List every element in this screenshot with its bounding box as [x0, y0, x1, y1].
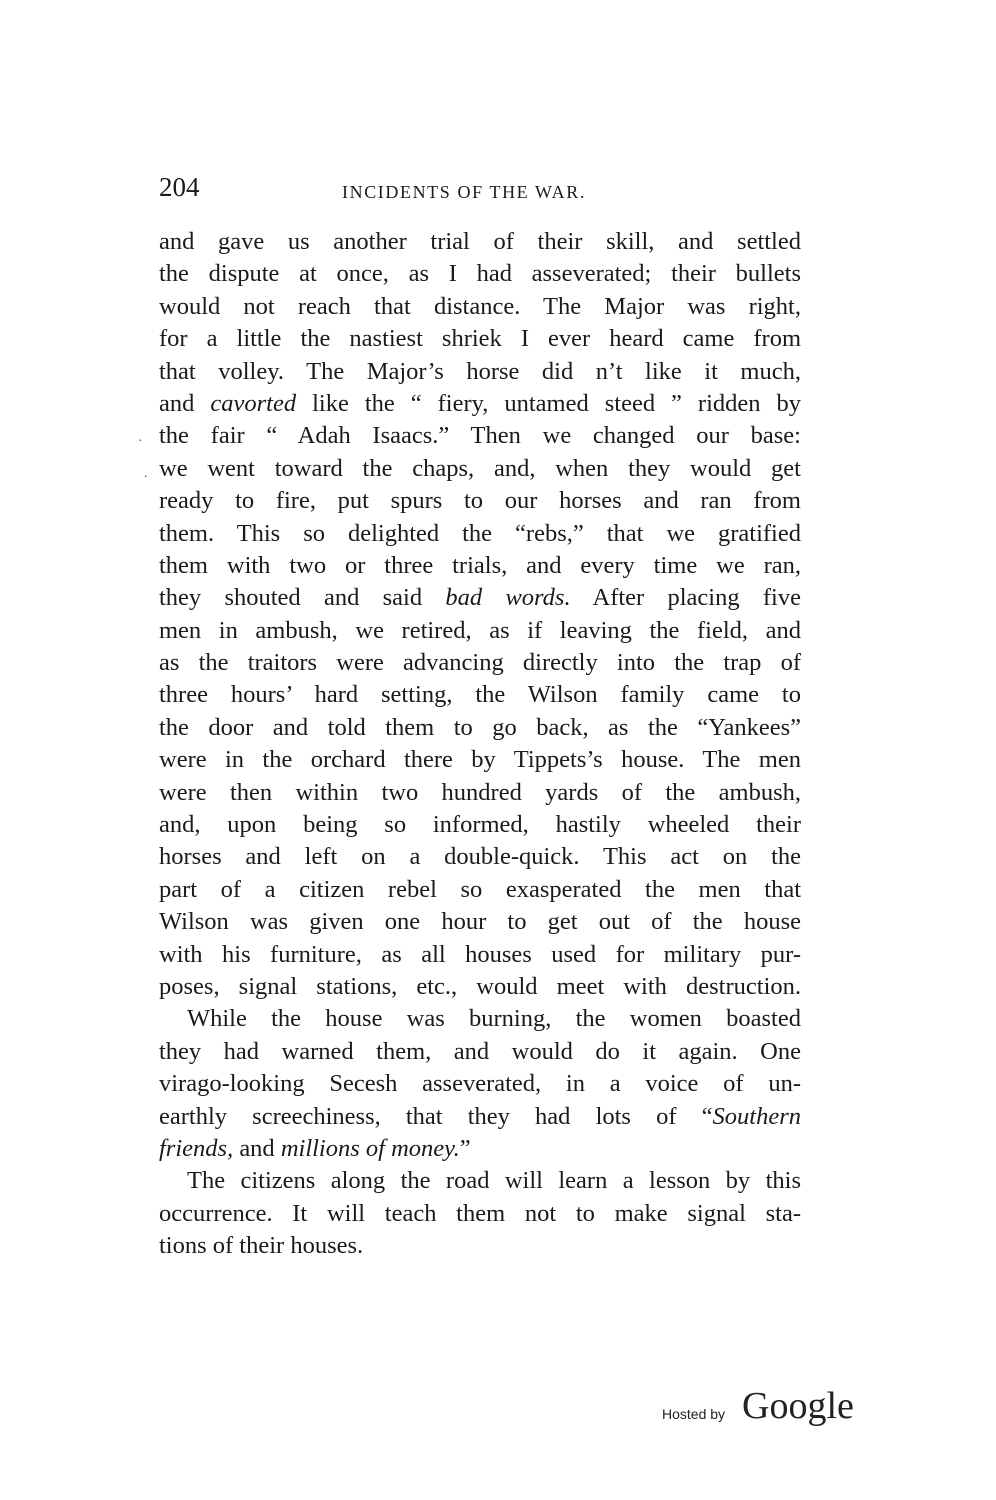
text-run: occurrence. It will teach them not to make signal sta-	[159, 1199, 801, 1227]
text-line	[159, 679, 801, 711]
text-run: horses and left on a double-quick. This act on the	[159, 843, 801, 871]
text-line	[159, 647, 801, 679]
text-line	[159, 485, 801, 517]
text-run: Wilson was given one hour to get out of the house	[159, 908, 801, 936]
text-line	[159, 1003, 801, 1035]
text-run: ready to fire, put spurs to our horses and ran from	[159, 487, 801, 515]
margin-mark: ·	[138, 434, 143, 449]
body-text	[159, 226, 801, 1263]
text-line	[159, 874, 801, 906]
text-run: were then within two hundred yards of the ambush,	[159, 778, 801, 806]
text-run: as the traitors were advancing directly into the trap of	[159, 649, 801, 677]
italic-text: friends,	[159, 1134, 234, 1162]
text-line	[159, 809, 801, 841]
page-number: 204	[159, 172, 200, 202]
text-run: the fair “ Adah Isaacs.” Then we changed our base:	[159, 422, 801, 450]
running-title: INCIDENTS OF THE WAR.	[342, 182, 586, 202]
text-run: virago-looking Secesh asseverated, in a voice of un-	[159, 1070, 801, 1098]
text-run: we went toward the chaps, and, when they would get	[159, 454, 801, 482]
text-line	[159, 744, 801, 776]
google-logo: Google	[742, 1385, 854, 1427]
text-run: tions of their houses.	[159, 1232, 364, 1260]
text-line	[159, 971, 801, 1003]
text-line	[159, 1133, 801, 1165]
text-line	[159, 518, 801, 550]
text-line	[159, 323, 801, 355]
text-line	[159, 1165, 801, 1197]
text-line	[159, 1101, 801, 1133]
text-line	[159, 550, 801, 582]
text-line	[159, 939, 801, 971]
text-line	[159, 777, 801, 809]
text-line	[159, 906, 801, 938]
text-run: three hours’ hard setting, the Wilson family came to	[159, 681, 801, 709]
hosted-by-google-watermark	[662, 1384, 872, 1432]
text-line	[159, 291, 801, 323]
text-run: like the “ fiery, untamed steed ” ridden by	[296, 389, 802, 417]
text-run: earthly screechiness, that they had lots of “	[159, 1102, 713, 1130]
text-run: The citizens along the road will learn a lesson by this	[187, 1167, 801, 1195]
text-line	[159, 1230, 801, 1262]
text-run: poses, signal stations, etc., would meet with destruction.	[159, 972, 801, 1000]
italic-text: millions of money.	[280, 1134, 460, 1162]
text-run: While the house was burning, the women boasted	[187, 1005, 801, 1033]
text-line	[159, 388, 801, 420]
text-line	[159, 258, 801, 290]
text-run: would not reach that distance. The Major was right,	[159, 292, 801, 320]
text-run: the door and told them to go back, as the “Yankees”	[159, 713, 801, 741]
text-line	[159, 615, 801, 647]
text-run: with his furniture, as all houses used for military pur-	[159, 940, 801, 968]
text-run: part of a citizen rebel so exasperated the men that	[159, 875, 801, 903]
margin-mark: .	[144, 466, 148, 481]
text-run: them. This so delighted the “rebs,” that we gratified	[159, 519, 801, 547]
text-run: that volley. The Major’s horse did n’t like it much,	[159, 357, 801, 385]
text-line	[159, 841, 801, 873]
text-line	[159, 1198, 801, 1230]
text-run: the dispute at once, as I had asseverated; their bullets	[159, 260, 801, 288]
text-run: and gave us another trial of their skill, and settled	[159, 228, 801, 255]
text-run: for a little the nastiest shriek I ever heard came from	[159, 325, 801, 353]
text-run: After placing five	[570, 584, 801, 612]
italic-text: Southern	[712, 1102, 801, 1130]
page-header	[159, 168, 801, 204]
watermark-prefix: Hosted by	[662, 1406, 726, 1422]
text-run: and	[233, 1134, 281, 1162]
text-line	[159, 420, 801, 452]
italic-text: bad words.	[445, 584, 571, 612]
text-run: and	[159, 389, 211, 417]
text-line	[159, 1036, 801, 1068]
text-run: them with two or three trials, and every time we ran,	[159, 551, 801, 579]
text-run: they had warned them, and would do it again. One	[159, 1037, 801, 1065]
text-run: ”	[459, 1134, 471, 1162]
text-line	[159, 712, 801, 744]
text-run: men in ambush, we retired, as if leaving the field, and	[159, 616, 801, 644]
text-line	[159, 453, 801, 485]
text-line	[159, 356, 801, 388]
text-line	[159, 1068, 801, 1100]
text-run: were in the orchard there by Tippets’s house. The men	[159, 746, 801, 774]
text-run: and, upon being so informed, hastily wheeled their	[159, 811, 801, 839]
text-run: they shouted and said	[159, 584, 446, 612]
text-line	[159, 226, 801, 258]
text-line	[159, 582, 801, 614]
italic-text: cavorted	[210, 389, 297, 417]
